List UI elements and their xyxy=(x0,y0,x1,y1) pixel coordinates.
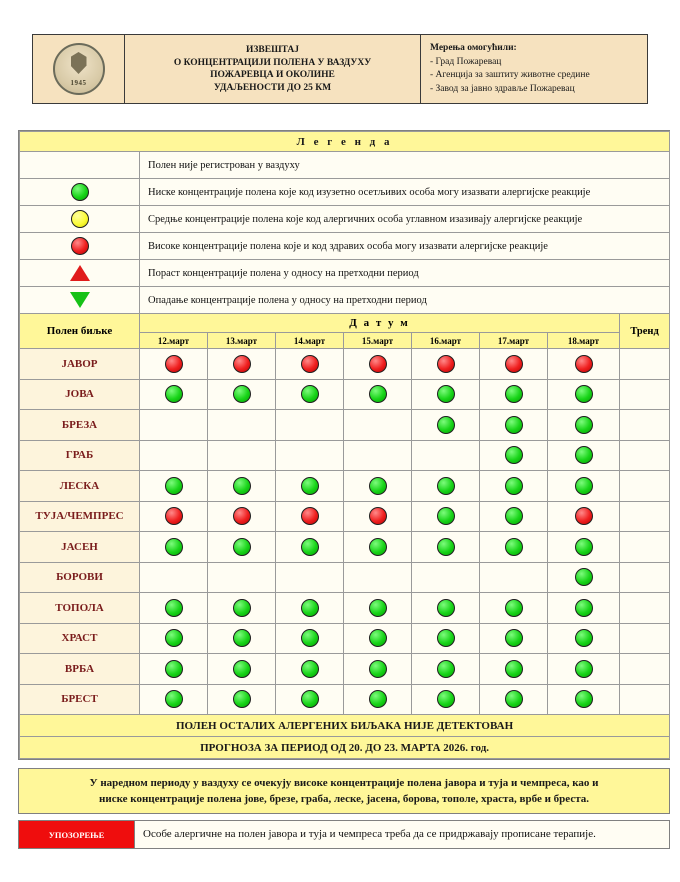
measurement-cell xyxy=(276,532,344,563)
green-dot-icon xyxy=(505,385,523,403)
legend-symbol-green xyxy=(20,179,140,206)
measurement-cell xyxy=(208,349,276,380)
trend-cell xyxy=(620,410,670,441)
measurement-cell xyxy=(412,379,480,410)
green-dot-icon xyxy=(71,183,89,201)
green-dot-icon xyxy=(437,538,455,556)
header-title-line-2: О КОНЦЕНТРАЦИЈИ ПОЛЕНА У ВАЗДУХУ xyxy=(173,57,372,68)
seal-year: 1945 xyxy=(70,79,87,87)
measurement-cell xyxy=(548,623,620,654)
trend-cell xyxy=(620,471,670,502)
red-dot-icon xyxy=(165,507,183,525)
pollen-data-body xyxy=(20,349,670,715)
footer-note-row-2 xyxy=(20,737,670,759)
measurement-cell xyxy=(276,379,344,410)
measurement-cell xyxy=(344,410,412,441)
green-dot-icon xyxy=(575,660,593,678)
header-date-5: 16.март xyxy=(412,333,480,349)
measurement-cell xyxy=(208,471,276,502)
measurement-cell xyxy=(480,471,548,502)
measurement-cell xyxy=(480,532,548,563)
table-row xyxy=(20,349,670,380)
measurement-cell xyxy=(140,562,208,593)
measurement-cell xyxy=(412,532,480,563)
green-dot-icon xyxy=(505,538,523,556)
green-dot-icon xyxy=(369,660,387,678)
measurement-cell xyxy=(480,593,548,624)
table-row xyxy=(20,379,670,410)
header-title-line-3: ПОЖАРЕВЦА И ОКОЛИНЕ xyxy=(210,70,335,80)
measurement-cell xyxy=(344,623,412,654)
green-dot-icon xyxy=(505,629,523,647)
table-row xyxy=(20,623,670,654)
forecast-line-1: У наредном периоду у ваздуху се очекују високе концентрације полена јавора и туја и чемпреса, као и xyxy=(89,777,599,789)
pollen-sheet xyxy=(18,130,670,760)
plant-name-cell: ЛЕСКА xyxy=(20,471,140,502)
triangle-down-icon xyxy=(70,292,90,308)
green-dot-icon xyxy=(165,599,183,617)
header-date-2: 13.март xyxy=(208,333,276,349)
green-dot-icon xyxy=(165,629,183,647)
green-dot-icon xyxy=(437,629,455,647)
red-dot-icon xyxy=(575,507,593,525)
measurement-cell xyxy=(140,501,208,532)
green-dot-icon xyxy=(165,385,183,403)
measurement-cell xyxy=(276,501,344,532)
measurement-cell xyxy=(140,440,208,471)
header-logo-cell xyxy=(33,35,125,103)
table-row xyxy=(20,684,670,715)
measurement-cell xyxy=(140,654,208,685)
legend-text-yellow: Средње концентрације полена које код алергичних особа углавном изазивају алергијске реакције xyxy=(140,206,670,233)
measurement-cell xyxy=(548,410,620,441)
green-dot-icon xyxy=(369,599,387,617)
triangle-up-icon xyxy=(70,265,90,281)
measurement-cell xyxy=(140,349,208,380)
header-date-group: Д а т у м xyxy=(140,314,620,333)
green-dot-icon xyxy=(505,599,523,617)
green-dot-icon xyxy=(505,416,523,434)
credit-item-2: - Агенција за заштиту животне средине xyxy=(430,70,590,80)
legend-item-row xyxy=(20,260,670,287)
plant-name-cell: БРЕСТ xyxy=(20,684,140,715)
measurement-cell xyxy=(276,623,344,654)
green-dot-icon xyxy=(165,660,183,678)
measurement-cell xyxy=(412,593,480,624)
green-dot-icon xyxy=(505,507,523,525)
table-row xyxy=(20,654,670,685)
plant-name-cell: ЈАСЕН xyxy=(20,532,140,563)
green-dot-icon xyxy=(437,599,455,617)
plant-name-cell: ТОПОЛА xyxy=(20,593,140,624)
green-dot-icon xyxy=(369,477,387,495)
plant-name-cell: ЈОВА xyxy=(20,379,140,410)
table-row xyxy=(20,440,670,471)
credit-item-1: - Град Пожаревац xyxy=(430,56,502,67)
green-dot-icon xyxy=(233,629,251,647)
green-dot-icon xyxy=(233,538,251,556)
measurement-cell xyxy=(208,654,276,685)
header-date-7: 18.март xyxy=(548,333,620,349)
measurement-cell xyxy=(412,471,480,502)
table-row xyxy=(20,593,670,624)
measurement-cell xyxy=(276,593,344,624)
trend-cell xyxy=(620,623,670,654)
measurement-cell xyxy=(140,623,208,654)
plant-name-cell: ГРАБ xyxy=(20,440,140,471)
warning-text: Особе алергичне на полен јавора и туја и чемпреса треба да се придржавају прописане терапије. xyxy=(143,828,596,840)
measurement-cell xyxy=(208,532,276,563)
green-dot-icon xyxy=(165,690,183,708)
measurement-cell xyxy=(276,654,344,685)
legend-text-red: Високе концентрације полена које и код здравих особа могу изазвати алергијске реакције xyxy=(140,233,670,260)
measurement-cell xyxy=(208,501,276,532)
green-dot-icon xyxy=(301,538,319,556)
green-dot-icon xyxy=(437,385,455,403)
green-dot-icon xyxy=(301,660,319,678)
header-date-4: 15.март xyxy=(344,333,412,349)
green-dot-icon xyxy=(505,477,523,495)
red-dot-icon xyxy=(437,355,455,373)
header-trend: Тренд xyxy=(620,314,670,349)
footer-note-1: ПОЛЕН ОСТАЛИХ АЛЕРГЕНИХ БИЉАКА НИЈЕ ДЕТЕКТОВАН xyxy=(20,715,670,737)
measurement-cell xyxy=(412,440,480,471)
green-dot-icon xyxy=(369,538,387,556)
measurement-cell xyxy=(480,501,548,532)
green-dot-icon xyxy=(437,660,455,678)
legend-symbol-red xyxy=(20,233,140,260)
green-dot-icon xyxy=(301,477,319,495)
green-dot-icon xyxy=(575,385,593,403)
measurement-cell xyxy=(344,684,412,715)
red-dot-icon xyxy=(71,237,89,255)
forecast-box xyxy=(18,768,670,814)
measurement-cell xyxy=(344,532,412,563)
measurement-cell xyxy=(548,654,620,685)
header-title-line-1: ИЗВЕШТАЈ xyxy=(246,45,299,55)
green-dot-icon xyxy=(301,385,319,403)
measurement-cell xyxy=(548,684,620,715)
legend-symbol-increase xyxy=(20,260,140,287)
header-date-3: 14.март xyxy=(276,333,344,349)
city-seal-icon xyxy=(53,43,105,95)
header-title-block xyxy=(125,35,421,103)
legend-text-none: Полен није регистрован у ваздуху xyxy=(140,152,670,179)
yellow-dot-icon xyxy=(71,210,89,228)
green-dot-icon xyxy=(505,660,523,678)
measurement-cell xyxy=(344,349,412,380)
measurement-cell xyxy=(344,440,412,471)
measurement-cell xyxy=(548,593,620,624)
plant-name-cell: ЈАВОР xyxy=(20,349,140,380)
trend-cell xyxy=(620,562,670,593)
green-dot-icon xyxy=(301,599,319,617)
green-dot-icon xyxy=(437,477,455,495)
pollen-table xyxy=(19,131,670,759)
measurement-cell xyxy=(208,623,276,654)
header-credits-block xyxy=(421,35,647,103)
green-dot-icon xyxy=(165,538,183,556)
measurement-cell xyxy=(480,410,548,441)
measurement-cell xyxy=(412,501,480,532)
table-row xyxy=(20,501,670,532)
green-dot-icon xyxy=(301,690,319,708)
green-dot-icon xyxy=(575,538,593,556)
measurement-cell xyxy=(344,379,412,410)
red-dot-icon xyxy=(369,507,387,525)
table-header-row-1 xyxy=(20,314,670,333)
green-dot-icon xyxy=(437,690,455,708)
measurement-cell xyxy=(480,684,548,715)
measurement-cell xyxy=(344,654,412,685)
trend-cell xyxy=(620,349,670,380)
measurement-cell xyxy=(480,654,548,685)
green-dot-icon xyxy=(505,690,523,708)
measurement-cell xyxy=(208,562,276,593)
red-dot-icon xyxy=(165,355,183,373)
green-dot-icon xyxy=(575,416,593,434)
measurement-cell xyxy=(480,379,548,410)
green-dot-icon xyxy=(575,629,593,647)
measurement-cell xyxy=(208,684,276,715)
trend-cell xyxy=(620,654,670,685)
plant-name-cell: БРЕЗА xyxy=(20,410,140,441)
plant-name-cell: БОРОВИ xyxy=(20,562,140,593)
red-dot-icon xyxy=(233,507,251,525)
warning-label: УПОЗОРЕЊЕ xyxy=(19,821,135,848)
legend-title: Л е г е н д а xyxy=(20,132,670,152)
red-dot-icon xyxy=(369,355,387,373)
green-dot-icon xyxy=(369,385,387,403)
green-dot-icon xyxy=(437,416,455,434)
legend-symbol-none xyxy=(20,152,140,179)
table-row xyxy=(20,410,670,441)
red-dot-icon xyxy=(301,507,319,525)
report-header xyxy=(32,34,648,104)
green-dot-icon xyxy=(575,690,593,708)
measurement-cell xyxy=(412,654,480,685)
measurement-cell xyxy=(140,684,208,715)
table-row xyxy=(20,562,670,593)
table-row xyxy=(20,471,670,502)
trend-cell xyxy=(620,440,670,471)
header-date-6: 17.март xyxy=(480,333,548,349)
red-dot-icon xyxy=(233,355,251,373)
measurement-cell xyxy=(140,471,208,502)
measurement-cell xyxy=(276,349,344,380)
measurement-cell xyxy=(548,440,620,471)
measurement-cell xyxy=(412,623,480,654)
measurement-cell xyxy=(276,440,344,471)
green-dot-icon xyxy=(369,690,387,708)
red-dot-icon xyxy=(505,355,523,373)
measurement-cell xyxy=(548,501,620,532)
measurement-cell xyxy=(140,379,208,410)
legend-item-row xyxy=(20,206,670,233)
measurement-cell xyxy=(344,593,412,624)
measurement-cell xyxy=(276,562,344,593)
measurement-cell xyxy=(548,562,620,593)
measurement-cell xyxy=(480,562,548,593)
measurement-cell xyxy=(412,410,480,441)
measurement-cell xyxy=(548,349,620,380)
warning-box xyxy=(18,820,670,849)
trend-cell xyxy=(620,593,670,624)
measurement-cell xyxy=(412,684,480,715)
measurement-cell xyxy=(344,501,412,532)
footer-note-row-1 xyxy=(20,715,670,737)
measurement-cell xyxy=(208,379,276,410)
green-dot-icon xyxy=(575,446,593,464)
measurement-cell xyxy=(208,410,276,441)
green-dot-icon xyxy=(575,568,593,586)
table-row xyxy=(20,532,670,563)
measurement-cell xyxy=(276,410,344,441)
legend-item-row xyxy=(20,152,670,179)
measurement-cell xyxy=(276,684,344,715)
legend-text-decrease: Опадање концентрације полена у односу на претходни период xyxy=(140,287,670,314)
green-dot-icon xyxy=(233,690,251,708)
trend-cell xyxy=(620,684,670,715)
measurement-cell xyxy=(140,593,208,624)
measurement-cell xyxy=(412,349,480,380)
legend-symbol-decrease xyxy=(20,287,140,314)
legend-title-row xyxy=(20,132,670,152)
legend-item-row xyxy=(20,179,670,206)
green-dot-icon xyxy=(437,507,455,525)
measurement-cell xyxy=(480,440,548,471)
red-dot-icon xyxy=(301,355,319,373)
footer-note-2: ПРОГНОЗА ЗА ПЕРИОД ОД 20. ДО 23. МАРТА 2026. год. xyxy=(20,737,670,759)
plant-name-cell: ХРАСТ xyxy=(20,623,140,654)
legend-text-green: Ниске концентрације полена које код изузетно осетљивих особа могу изазвати алергијске реакције xyxy=(140,179,670,206)
green-dot-icon xyxy=(575,599,593,617)
credit-item-3: - Завод за јавно здравље Пожаревац xyxy=(430,83,575,94)
measurement-cell xyxy=(208,593,276,624)
green-dot-icon xyxy=(233,385,251,403)
measurement-cell xyxy=(140,410,208,441)
legend-item-row xyxy=(20,233,670,260)
measurement-cell xyxy=(276,471,344,502)
forecast-line-2: ниске концентрације полена јове, брезе, граба, леске, јасена, борова, тополе, храста, врбе и бреста. xyxy=(99,793,589,805)
green-dot-icon xyxy=(369,629,387,647)
measurement-cell xyxy=(344,562,412,593)
measurement-cell xyxy=(548,379,620,410)
legend-symbol-yellow xyxy=(20,206,140,233)
green-dot-icon xyxy=(233,660,251,678)
green-dot-icon xyxy=(301,629,319,647)
header-plant: Полен биљке xyxy=(20,314,140,349)
measurement-cell xyxy=(208,440,276,471)
green-dot-icon xyxy=(233,599,251,617)
green-dot-icon xyxy=(575,477,593,495)
plant-name-cell: ТУЈА/ЧЕМПРЕС xyxy=(20,501,140,532)
credits-title: Мерења омогућили: xyxy=(430,43,517,53)
legend-item-row xyxy=(20,287,670,314)
trend-cell xyxy=(620,532,670,563)
measurement-cell xyxy=(480,349,548,380)
trend-cell xyxy=(620,501,670,532)
measurement-cell xyxy=(412,562,480,593)
red-dot-icon xyxy=(575,355,593,373)
header-title-line-4: УДАЉЕНОСТИ ДО 25 КМ xyxy=(213,82,332,93)
measurement-cell xyxy=(344,471,412,502)
measurement-cell xyxy=(548,471,620,502)
plant-name-cell: ВРБА xyxy=(20,654,140,685)
measurement-cell xyxy=(140,532,208,563)
measurement-cell xyxy=(480,623,548,654)
green-dot-icon xyxy=(165,477,183,495)
green-dot-icon xyxy=(233,477,251,495)
measurement-cell xyxy=(548,532,620,563)
legend-text-increase: Пораст концентрације полена у односу на претходни период xyxy=(140,260,670,287)
trend-cell xyxy=(620,379,670,410)
header-date-1: 12.март xyxy=(140,333,208,349)
green-dot-icon xyxy=(505,446,523,464)
